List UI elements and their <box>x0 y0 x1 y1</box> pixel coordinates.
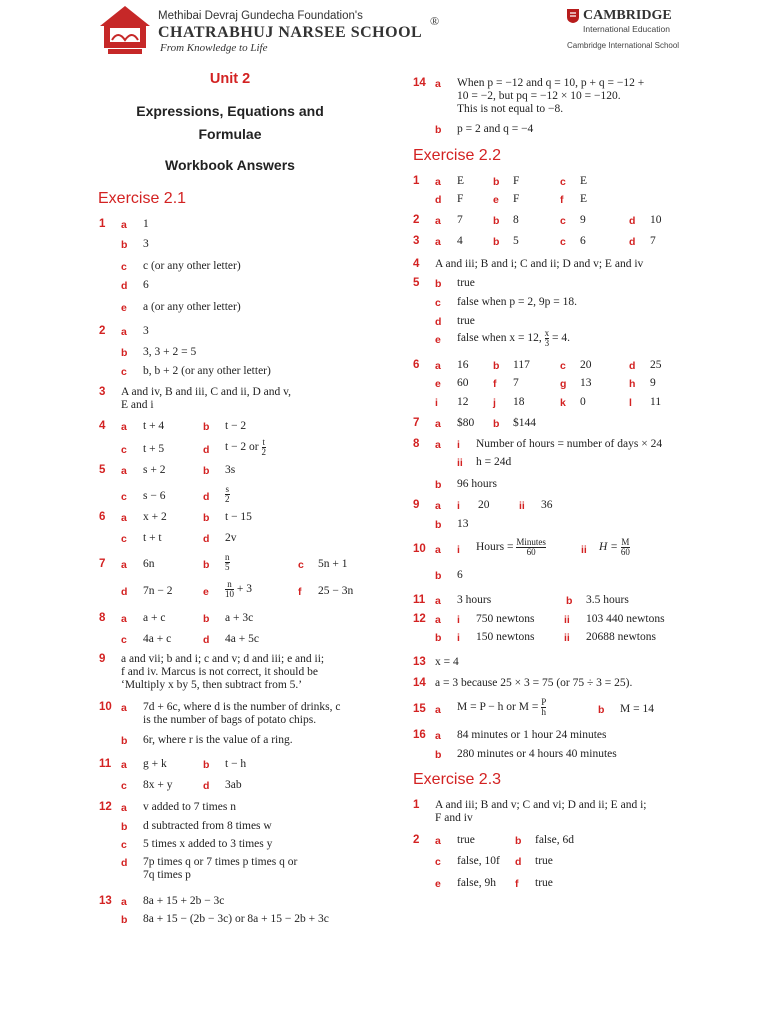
part-letter: b <box>493 360 500 372</box>
part-letter: f <box>515 878 519 890</box>
registered-mark: ® <box>430 14 440 28</box>
answer-text: A and iii; B and v; C and vi; D and ii; E and i; <box>435 799 647 811</box>
part-letter: d <box>121 280 128 292</box>
part-letter: c <box>560 176 566 188</box>
answer-text: $80 <box>457 417 475 429</box>
school-tagline: From Knowledge to Life <box>160 42 268 54</box>
answer-text: 36 <box>541 499 553 511</box>
answer-text: E and i <box>121 399 154 411</box>
answer-text: t + t <box>143 532 162 544</box>
answer-text: $\frac{s}{2}$ <box>225 484 230 504</box>
cambridge-school-label: Cambridge International School <box>567 41 680 50</box>
answer-text: t + 4 <box>143 420 165 432</box>
part-letter: a <box>121 512 127 524</box>
part-letter: d <box>121 857 128 869</box>
answer-text: 4a + c <box>143 633 172 645</box>
answer-text: 96 hours <box>457 478 497 490</box>
part-letter: a <box>435 176 441 188</box>
answer-text: c (or any other letter) <box>143 260 241 272</box>
answer-text: t − 2 <box>225 420 247 432</box>
answer-text: g + k <box>143 758 167 770</box>
answer-text: 20688 newtons <box>586 631 656 643</box>
exercise-2-3-heading: Exercise 2.3 <box>413 771 502 788</box>
answer-text: M = P − h or M = $\frac{P}{h}$ <box>457 697 547 717</box>
part-letter: b <box>493 418 500 430</box>
answer-text: 6 <box>143 279 149 291</box>
part-letter: a <box>435 360 441 372</box>
part-numeral: i <box>457 632 460 644</box>
question-number: 12 <box>413 613 426 625</box>
answer-text: 84 minutes or 1 hour 24 minutes <box>457 729 607 741</box>
part-letter: f <box>560 194 564 206</box>
answer-text: x = 4 <box>435 656 459 668</box>
question-number: 6 <box>413 359 420 371</box>
title-line-2: Formulae <box>198 126 262 142</box>
answer-text: 7 <box>457 214 463 226</box>
part-letter: b <box>435 278 442 290</box>
part-letter: b <box>203 613 210 625</box>
answer-text: 0 <box>580 396 586 408</box>
part-letter: a <box>121 802 127 814</box>
answer-text: F and iv <box>435 812 473 824</box>
part-letter: f <box>493 378 497 390</box>
part-letter: a <box>435 595 441 607</box>
answer-text: 6n <box>143 558 155 570</box>
answer-text: 12 <box>457 396 469 408</box>
part-letter: b <box>515 835 522 847</box>
part-letter: c <box>435 297 441 309</box>
cambridge-subtitle: International Education <box>583 24 670 34</box>
question-number: 12 <box>99 801 112 813</box>
answer-text: 7p times q or 7 times p times q or <box>143 856 298 868</box>
answer-text: a (or any other letter) <box>143 301 241 313</box>
answer-text: When p = −12 and q = 10, p + q = −12 + <box>457 77 645 89</box>
question-number: 4 <box>413 258 420 270</box>
part-letter: b <box>121 239 128 251</box>
answer-text: $144 <box>513 417 536 429</box>
answer-text: 11 <box>650 396 662 408</box>
part-letter: a <box>121 613 127 625</box>
answer-text: ‘Multiply x by 5, then subtract from 5.’ <box>121 679 303 691</box>
part-letter: a <box>435 500 441 512</box>
answer-text: 6 <box>457 569 463 581</box>
answer-text: M = 14 <box>620 703 654 715</box>
answer-text: $\frac{n}{10}$ + 3 <box>225 579 252 599</box>
answer-text: 6 <box>580 235 586 247</box>
answer-text: h = 24d <box>476 456 512 468</box>
question-number: 10 <box>99 701 112 713</box>
answer-text: is the number of bags of potato chips. <box>143 714 317 726</box>
answer-text: Number of hours = number of days × 24 <box>476 438 663 450</box>
part-numeral: ii <box>564 632 570 644</box>
question-number: 4 <box>99 420 106 432</box>
part-letter: b <box>203 559 210 571</box>
part-letter: b <box>435 519 442 531</box>
answer-text: 750 newtons <box>476 613 535 625</box>
answer-text: a and vii; b and i; c and v; d and iii; e and ii; <box>121 653 325 665</box>
part-letter: a <box>121 465 127 477</box>
answer-text: 9 <box>650 377 656 389</box>
part-letter: e <box>435 334 441 346</box>
answer-text: H = $\frac{M}{60}$ <box>599 537 630 557</box>
part-letter: l <box>629 397 632 409</box>
question-number: 9 <box>413 499 420 511</box>
answer-text: 3, 3 + 2 = 5 <box>143 346 197 358</box>
answer-text: 5 times x added to 3 times y <box>143 838 273 850</box>
answer-text: 3 <box>143 238 149 250</box>
title-line-1: Expressions, Equations and <box>136 103 324 119</box>
part-letter: b <box>566 595 573 607</box>
question-number: 8 <box>99 612 106 624</box>
part-letter: b <box>121 347 128 359</box>
unit-title: Unit 2 <box>209 71 251 87</box>
part-letter: b <box>493 176 500 188</box>
answer-text: 7q times p <box>143 869 191 881</box>
part-letter: e <box>493 194 499 206</box>
part-letter: b <box>203 465 210 477</box>
answer-text: 3 hours <box>457 594 492 606</box>
question-number: 14 <box>413 77 426 89</box>
part-letter: c <box>560 360 566 372</box>
answer-text: 8a + 15 + 2b − 3c <box>143 895 225 907</box>
part-letter: c <box>121 444 127 456</box>
part-letter: a <box>121 421 127 433</box>
answer-text: b, b + 2 (or any other letter) <box>143 365 271 377</box>
question-number: 1 <box>99 218 106 230</box>
part-numeral: i <box>457 544 460 556</box>
exercise-2-1-heading: Exercise 2.1 <box>98 190 187 207</box>
part-letter: a <box>435 835 441 847</box>
part-numeral: i <box>457 614 460 626</box>
answer-text: 8a + 15 − (2b − 3c) or 8a + 15 − 2b + 3c <box>143 913 329 925</box>
answer-text: 16 <box>457 359 469 371</box>
part-letter: a <box>435 730 441 742</box>
part-letter: a <box>435 704 441 716</box>
answer-text: 25 − 3n <box>318 585 354 597</box>
part-letter: c <box>121 780 127 792</box>
part-numeral: ii <box>457 457 463 469</box>
part-letter: f <box>298 586 302 598</box>
part-letter: k <box>560 397 566 409</box>
part-letter: b <box>203 421 210 433</box>
answer-text: 13 <box>457 518 469 530</box>
answer-text: true <box>535 855 553 867</box>
part-letter: c <box>121 533 127 545</box>
question-number: 11 <box>413 594 426 606</box>
exercise-2-2-heading: Exercise 2.2 <box>413 147 502 164</box>
answer-text: f and iv. Marcus is not correct, it should be <box>121 666 318 678</box>
part-letter: h <box>629 378 636 390</box>
part-letter: a <box>121 702 127 714</box>
answer-text: a + 3c <box>225 612 254 624</box>
question-number: 11 <box>99 758 112 770</box>
answer-text: 5n + 1 <box>318 558 348 570</box>
answer-text: a = 3 because 25 × 3 = 75 (or 75 ÷ 3 = 25). <box>435 677 633 689</box>
answer-text: F <box>457 193 464 205</box>
question-number: 2 <box>99 325 106 337</box>
part-letter: c <box>121 634 127 646</box>
answer-text: v added to 7 times n <box>143 801 236 813</box>
answer-text: 3 <box>143 325 149 337</box>
part-letter: b <box>435 479 442 491</box>
part-letter: d <box>203 780 210 792</box>
answer-text: A and iii; B and i; C and ii; D and v; E and iv <box>435 258 644 270</box>
question-number: 3 <box>99 386 106 398</box>
part-letter: c <box>121 261 127 273</box>
question-number: 5 <box>99 464 106 476</box>
question-number: 6 <box>99 511 106 523</box>
answer-text: 7d + 6c, where d is the number of drinks, c <box>143 701 341 713</box>
answer-text: 60 <box>457 377 469 389</box>
question-number: 2 <box>413 214 420 226</box>
part-letter: a <box>121 559 127 571</box>
question-number: 3 <box>413 235 420 247</box>
part-numeral: ii <box>581 544 587 556</box>
answer-text: true <box>457 277 475 289</box>
part-letter: d <box>435 316 442 328</box>
answer-text: t − h <box>225 758 247 770</box>
part-letter: e <box>435 378 441 390</box>
foundation-name: Methibai Devraj Gundecha Foundation's <box>158 10 363 22</box>
part-letter: d <box>629 360 636 372</box>
answer-text: 4a + 5c <box>225 633 259 645</box>
question-number: 15 <box>413 703 426 715</box>
answer-text: 5 <box>513 235 519 247</box>
part-letter: a <box>435 439 441 451</box>
answer-text: t + 5 <box>143 443 165 455</box>
question-number: 13 <box>413 656 426 668</box>
title-line-3: Workbook Answers <box>165 157 295 173</box>
answer-text: 3.5 hours <box>586 594 629 606</box>
part-letter: a <box>435 215 441 227</box>
answer-text: d subtracted from 8 times w <box>143 820 272 832</box>
answer-text: A and iv, B and iii, C and ii, D and v, <box>121 386 292 398</box>
part-letter: b <box>493 215 500 227</box>
question-number: 7 <box>99 558 106 570</box>
part-letter: a <box>121 219 127 231</box>
answer-text: E <box>457 175 465 187</box>
part-letter: d <box>121 586 128 598</box>
part-letter: e <box>121 302 127 314</box>
answer-text: 20 <box>580 359 592 371</box>
part-letter: e <box>435 878 441 890</box>
question-number: 8 <box>413 438 420 450</box>
part-letter: a <box>121 326 127 338</box>
part-letter: e <box>203 586 209 598</box>
answer-text: E <box>580 193 588 205</box>
question-number: 9 <box>99 653 106 665</box>
part-letter: d <box>203 533 210 545</box>
part-letter: d <box>435 194 442 206</box>
part-letter: d <box>629 215 636 227</box>
part-numeral: ii <box>519 500 525 512</box>
part-letter: c <box>560 236 566 248</box>
part-letter: c <box>435 856 441 868</box>
part-letter: b <box>121 735 128 747</box>
school-logo <box>98 4 152 56</box>
question-number: 13 <box>99 895 112 907</box>
answer-text: 6r, where r is the value of a ring. <box>143 734 293 746</box>
part-numeral: ii <box>564 614 570 626</box>
answer-text: 280 minutes or 4 hours 40 minutes <box>457 748 617 760</box>
part-letter: a <box>435 614 441 626</box>
answer-text: 10 = −2, but pq = −12 × 10 = −120. <box>457 90 621 102</box>
part-letter: b <box>435 749 442 761</box>
answer-text: t − 15 <box>225 511 252 523</box>
answer-text: 7n − 2 <box>143 585 173 597</box>
part-letter: b <box>121 914 128 926</box>
answer-text: 3s <box>225 464 236 476</box>
answer-text: 8 <box>513 214 519 226</box>
question-number: 7 <box>413 417 420 429</box>
answer-text: 7 <box>513 377 519 389</box>
part-letter: b <box>598 704 605 716</box>
answer-text: true <box>535 877 553 889</box>
part-letter: a <box>435 544 441 556</box>
part-letter: d <box>203 634 210 646</box>
answer-text: 20 <box>478 499 490 511</box>
part-letter: b <box>121 821 128 833</box>
question-number: 1 <box>413 799 420 811</box>
answer-text: t − 2 or $\frac{t}{2}$ <box>225 437 267 457</box>
part-letter: c <box>298 559 304 571</box>
cambridge-shield-icon <box>566 8 580 24</box>
answer-text: false, 6d <box>535 834 574 846</box>
answer-text: F <box>513 193 520 205</box>
answer-text: 1 <box>143 218 149 230</box>
part-letter: b <box>203 512 210 524</box>
part-numeral: i <box>457 500 460 512</box>
part-letter: a <box>435 236 441 248</box>
part-letter: b <box>435 570 442 582</box>
question-number: 14 <box>413 677 426 689</box>
school-name: CHATRABHUJ NARSEE SCHOOL <box>158 24 423 41</box>
part-letter: c <box>560 215 566 227</box>
answer-text: a + c <box>143 612 166 624</box>
answer-text: 103 440 newtons <box>586 613 665 625</box>
part-letter: d <box>515 856 522 868</box>
answer-text: false, 9h <box>457 877 496 889</box>
answer-text: true <box>457 834 475 846</box>
part-letter: a <box>435 418 441 430</box>
answer-text: x + 2 <box>143 511 167 523</box>
part-letter: d <box>203 491 210 503</box>
answer-text: $\frac{n}{5}$ <box>225 552 230 572</box>
part-letter: c <box>121 366 127 378</box>
answer-text: 25 <box>650 359 662 371</box>
question-number: 5 <box>413 277 420 289</box>
answer-text: F <box>513 175 520 187</box>
question-number: 16 <box>413 729 426 741</box>
question-number: 10 <box>413 543 426 555</box>
answer-text: 4 <box>457 235 463 247</box>
answer-text: s − 6 <box>143 490 166 502</box>
answer-text: 9 <box>580 214 586 226</box>
part-letter: a <box>121 759 127 771</box>
part-letter: a <box>121 896 127 908</box>
answer-text: 18 <box>513 396 525 408</box>
part-letter: c <box>121 491 127 503</box>
part-letter: b <box>435 632 442 644</box>
part-letter: j <box>493 397 496 409</box>
answer-text: 8x + y <box>143 779 173 791</box>
question-number: 2 <box>413 834 420 846</box>
answer-text: E <box>580 175 588 187</box>
answer-text: false when p = 2, 9p = 18. <box>457 296 577 308</box>
part-letter: d <box>629 236 636 248</box>
answer-text: 10 <box>650 214 662 226</box>
answer-text: true <box>457 315 475 327</box>
answer-text: 117 <box>513 359 530 371</box>
part-letter: b <box>203 759 210 771</box>
answer-text: p = 2 and q = −4 <box>457 123 534 135</box>
answer-text: 7 <box>650 235 656 247</box>
answer-text: 3ab <box>225 779 242 791</box>
answer-text: Hours = $\frac{\text{Minutes}}{60}$ <box>476 537 546 557</box>
answer-text: 2v <box>225 532 237 544</box>
part-letter: d <box>203 444 210 456</box>
cambridge-wordmark: CAMBRIDGE <box>583 8 672 23</box>
part-letter: i <box>435 397 438 409</box>
part-letter: b <box>493 236 500 248</box>
part-letter: b <box>435 124 442 136</box>
answer-text: false, 10f <box>457 855 500 867</box>
answer-text: 13 <box>580 377 592 389</box>
answer-text: This is not equal to −8. <box>457 103 564 115</box>
answer-text: s + 2 <box>143 464 166 476</box>
part-letter: g <box>560 378 567 390</box>
part-numeral: i <box>457 439 460 451</box>
answer-text: 150 newtons <box>476 631 535 643</box>
question-number: 1 <box>413 175 420 187</box>
answer-text: false when x = 12, $\frac{x}{3}$ = 4. <box>457 328 570 348</box>
part-letter: c <box>121 839 127 851</box>
part-letter: a <box>435 78 441 90</box>
